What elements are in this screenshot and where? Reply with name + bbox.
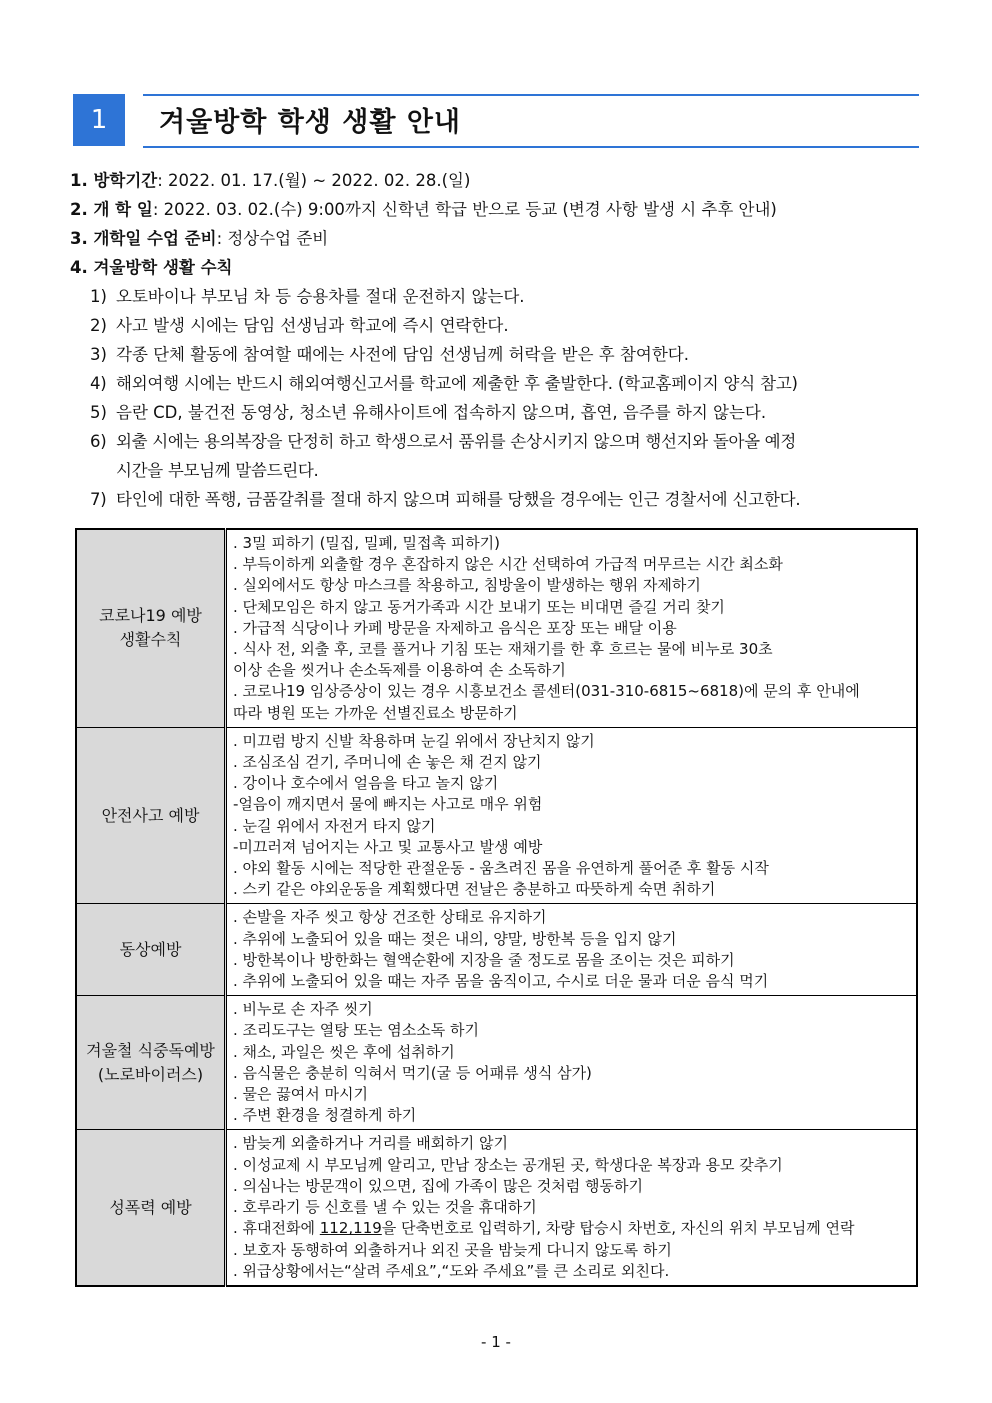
list-item: 5) 음란 CD, 불건전 동영상, 청소년 유해사이트에 접속하지 않으며, 흡연, 음주를 하지 않는다. [90, 403, 767, 422]
class-prep: 3. 개학일 수업 준비: 정상수업 준비 [70, 229, 329, 248]
title-rule-top [143, 94, 919, 96]
category-cell: 성폭력 예방 [76, 1130, 226, 1286]
table-row [76, 727, 917, 904]
items-cell: . 3밀 피하기 (밀집, 밀폐, 밀접촉 피하기) . 부득이하게 외출할 경우 혼잡하지 않은 시간 선택하여 가급적 머무르는 시간 최소화 . 실외에서도 항상 마스크를 착용하고, 침방울이 발생하는 행위 자제하기 . 단체모임은 하지 않고 동거가족과 시간 보내기 또는 비대면 즐길 거리 찾기 . 가급적 식당이나 카페 방문을 자제하고 음식은 포장 또는 배달 이용 . 식사 전, 외출 후, 코를 풀거나 기침 또는 재채기를 한 후 흐르는 물에 비누로 30초 이상 손을 씻거나 손소독제를 이용하여 손 소독하기 . 코로나19 임상증상이 있는 경우 시흥보건소 콜센터(031-310-6815~6818)에 문의 후 안내에 따라 병원 또는 가까운 선별진료소 방문하기 [226, 529, 918, 727]
page-number: - 1 - [481, 1333, 511, 1351]
title-rule-bottom [143, 146, 919, 148]
phone-item: . 휴대전화에 112,119을 단축번호로 입력하기, 차량 탑승시 차번호, 자신의 위치 부모님께 연락 [233, 1219, 855, 1238]
category-cell: 안전사고 예방 [76, 727, 226, 904]
category-cell: 겨울철 식중독예방 (노로바이러스) [76, 996, 226, 1130]
table-row [76, 904, 917, 996]
table-row [76, 996, 917, 1130]
rules-list [70, 282, 930, 514]
category-cell: 코로나19 예방 생활수칙 [76, 529, 226, 727]
items-cell: . 미끄럼 방지 신발 착용하며 눈길 위에서 장난치지 않기 . 조심조심 걷기, 주머니에 손 놓은 채 걷지 않기 . 강이나 호수에서 얼음을 타고 놀지 않기 -얼음이 깨지면서 물에 빠지는 사고로 매우 위험 . 눈길 위에서 자전거 타지 않기 -미끄러져 넘어지는 사고 및 교통사고 발생 예방 . 야외 활동 시에는 적당한 관절운동 - 움츠려진 몸을 유연하게 풀어준 후 활동 시작 . 스키 같은 야외운동을 계획했다면 전날은 충분하고 따뜻하게 숙면 취하기 [226, 727, 918, 904]
section-header [73, 94, 919, 148]
opening-date: 2. 개 학 일: 2022. 03. 02.(수) 9:00까지 신학년 학급 반으로 등교 (변경 사항 발생 시 추후 안내) [70, 200, 777, 219]
list-item: 3) 각종 단체 활동에 참여할 때에는 사전에 담임 선생님께 허락을 받은 후 참여한다. [90, 345, 689, 364]
category-cell: 동상예방 [76, 904, 226, 996]
items-cell: . 손발을 자주 씻고 항상 건조한 상태로 유지하기 . 추위에 노출되어 있을 때는 젖은 내의, 양말, 방한복 등을 입지 않기 . 방한복이나 방한화는 혈액순환에 지장을 줄 정도로 몸을 조이는 것은 피하기 . 추위에 노출되어 있을 때는 자주 몸을 움직이고, 수시로 더운 물과 더운 음식 먹기 [226, 904, 918, 996]
section-number: 1 [73, 94, 125, 146]
info-block [70, 166, 930, 514]
list-item: 4) 해외여행 시에는 반드시 해외여행신고서를 학교에 제출한 후 출발한다. (학교홈페이지 양식 참고) [90, 374, 798, 393]
table-row [76, 1130, 917, 1286]
guide-table [75, 528, 918, 1287]
items-cell: . 밤늦게 외출하거나 거리를 배회하기 않기 . 이성교제 시 부모님께 알리고, 만남 장소는 공개된 곳, 학생다운 복장과 용모 갖추기 . 의심나는 방문객이 있으면, 집에 가족이 많은 것처럼 행동하기 . 호루라기 등 신호를 낼 수 있는 것을 휴대하기 . 휴대전화에 112,119을 단축번호로 입력하기, 차량 탑승시 차번호, 자신의 위치 부모님께 연락 . 보호자 동행하여 외출하거나 외진 곳을 밤늦게 다니지 않도록 하기 . 위급상황에서는“살려 주세요”,“도와 주세요”를 큰 소리로 외친다. [226, 1130, 918, 1286]
page-title: 겨울방학 학생 생활 안내 [159, 107, 462, 138]
emergency-numbers: 112,119 [319, 1219, 382, 1238]
list-item: 6) 외출 시에는 용의복장을 단정히 하고 학생으로서 품위를 손상시키지 않으며 행선지와 돌아올 예정 시간을 부모님께 말씀드린다. [90, 432, 796, 480]
list-item: 2) 사고 발생 시에는 담임 선생님과 학교에 즉시 연락한다. [90, 316, 509, 335]
table-row [76, 529, 917, 727]
rules-heading: 4. 겨울방학 생활 수칙 [70, 258, 233, 277]
list-item: 7) 타인에 대한 폭행, 금품갈취를 절대 하지 않으며 피해를 당했을 경우에는 인근 경찰서에 신고한다. [90, 490, 801, 509]
list-item: 1) 오토바이나 부모님 차 등 승용차를 절대 운전하지 않는다. [90, 287, 525, 306]
vacation-period: 1. 방학기간: 2022. 01. 17.(월) ~ 2022. 02. 28.(일) [70, 171, 471, 190]
items-cell: . 비누로 손 자주 씻기 . 조리도구는 열탕 또는 염소소독 하기 . 채소, 과일은 씻은 후에 섭취하기 . 음식물은 충분히 익혀서 먹기(굴 등 어패류 생식 삼가) . 물은 끓여서 마시기 . 주변 환경을 청결하게 하기 [226, 996, 918, 1130]
